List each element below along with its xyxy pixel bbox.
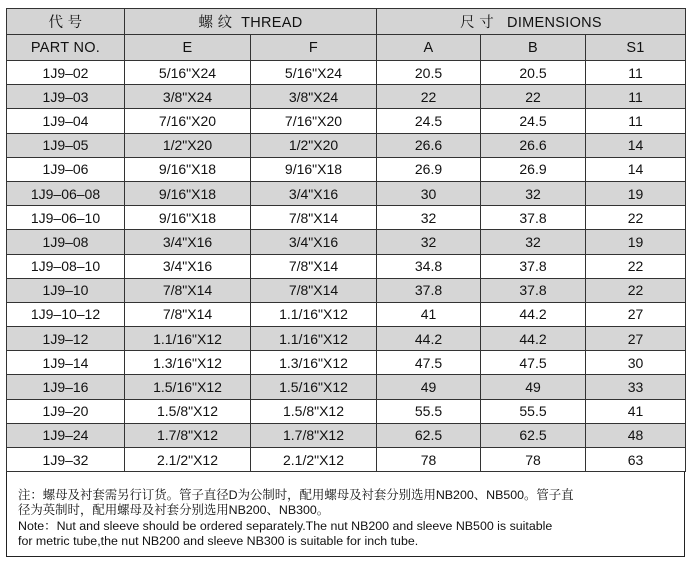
header-thread-cn: 螺 纹 — [198, 15, 233, 31]
cell-f: 2.1/2"X12 — [251, 448, 377, 472]
header-col-e: E — [125, 35, 251, 61]
table-row — [7, 375, 686, 399]
cell-e: 9/16"X18 — [125, 157, 251, 181]
cell-e: 9/16"X18 — [125, 206, 251, 230]
cell-f: 7/8"X14 — [251, 206, 377, 230]
cell-a: 24.5 — [377, 109, 481, 133]
cell-s1: 22 — [586, 254, 686, 278]
cell-b: 62.5 — [481, 423, 586, 447]
cell-s1: 11 — [586, 85, 686, 109]
cell-s1: 63 — [586, 448, 686, 472]
cell-e: 1.3/16"X12 — [125, 351, 251, 375]
cell-a: 32 — [377, 230, 481, 254]
cell-f: 1.3/16"X12 — [251, 351, 377, 375]
cell-f: 1.5/16"X12 — [251, 375, 377, 399]
cell-s1: 11 — [586, 61, 686, 85]
cell-s1: 22 — [586, 206, 686, 230]
cell-part: 1J9–16 — [7, 375, 125, 399]
cell-s1: 48 — [586, 423, 686, 447]
header-row-top — [7, 9, 686, 35]
cell-a: 26.9 — [377, 157, 481, 181]
cell-s1: 27 — [586, 327, 686, 351]
table-row — [7, 278, 686, 302]
cell-part: 1J9–32 — [7, 448, 125, 472]
cell-s1: 27 — [586, 302, 686, 326]
cell-f: 3/4"X16 — [251, 230, 377, 254]
cell-b: 78 — [481, 448, 586, 472]
cell-e: 2.1/2"X12 — [125, 448, 251, 472]
cell-part: 1J9–06–08 — [7, 181, 125, 205]
header-col-f: F — [251, 35, 377, 61]
cell-b: 49 — [481, 375, 586, 399]
cell-a: 34.8 — [377, 254, 481, 278]
cell-b: 32 — [481, 230, 586, 254]
note-cn-line-1: 注：螺母及衬套需另行订货。管子直径D为公制时，配用螺母及衬套分别选用NB200、NB500。管子直 — [18, 488, 574, 502]
header-col-s1: S1 — [586, 35, 686, 61]
cell-part: 1J9–24 — [7, 423, 125, 447]
cell-a: 30 — [377, 181, 481, 205]
cell-f: 3/8"X24 — [251, 85, 377, 109]
table-row — [7, 109, 686, 133]
cell-s1: 11 — [586, 109, 686, 133]
cell-b: 20.5 — [481, 61, 586, 85]
table-row — [7, 206, 686, 230]
header-code-cn: 代 号 — [7, 9, 125, 35]
table-row — [7, 230, 686, 254]
table-body — [7, 61, 686, 472]
dimension-table — [6, 8, 686, 472]
cell-e: 3/8"X24 — [125, 85, 251, 109]
cell-f: 1.1/16"X12 — [251, 327, 377, 351]
cell-a: 55.5 — [377, 399, 481, 423]
cell-b: 47.5 — [481, 351, 586, 375]
cell-e: 3/4"X16 — [125, 230, 251, 254]
table-row — [7, 254, 686, 278]
cell-f: 7/16"X20 — [251, 109, 377, 133]
cell-a: 20.5 — [377, 61, 481, 85]
cell-e: 1/2"X20 — [125, 133, 251, 157]
cell-s1: 30 — [586, 351, 686, 375]
table-row — [7, 61, 686, 85]
cell-part: 1J9–05 — [7, 133, 125, 157]
note-en-line-2: for metric tube,the nut NB200 and sleeve NB300 is suitable for inch tube. — [18, 534, 419, 549]
header-thread-en: THREAD — [241, 15, 303, 31]
cell-b: 37.8 — [481, 278, 586, 302]
cell-b: 26.6 — [481, 133, 586, 157]
cell-part: 1J9–14 — [7, 351, 125, 375]
cell-part: 1J9–06–10 — [7, 206, 125, 230]
cell-b: 44.2 — [481, 302, 586, 326]
table-row — [7, 302, 686, 326]
cell-f: 1/2"X20 — [251, 133, 377, 157]
cell-e: 1.7/8"X12 — [125, 423, 251, 447]
table-row — [7, 423, 686, 447]
cell-a: 37.8 — [377, 278, 481, 302]
cell-a: 49 — [377, 375, 481, 399]
cell-s1: 22 — [586, 278, 686, 302]
cell-e: 5/16"X24 — [125, 61, 251, 85]
cell-a: 41 — [377, 302, 481, 326]
table-row — [7, 85, 686, 109]
header-dim-en: DIMENSIONS — [507, 15, 602, 31]
cell-a: 78 — [377, 448, 481, 472]
cell-b: 44.2 — [481, 327, 586, 351]
cell-a: 22 — [377, 85, 481, 109]
cell-a: 32 — [377, 206, 481, 230]
cell-s1: 19 — [586, 230, 686, 254]
note-box — [6, 484, 685, 557]
header-dim-cn: 尺 寸 — [460, 15, 495, 31]
header-part-no: PART NO. — [7, 35, 125, 61]
table-row — [7, 133, 686, 157]
cell-part: 1J9–10–12 — [7, 302, 125, 326]
cell-s1: 14 — [586, 157, 686, 181]
cell-s1: 14 — [586, 133, 686, 157]
cell-part: 1J9–10 — [7, 278, 125, 302]
cell-part: 1J9–08–10 — [7, 254, 125, 278]
table-row — [7, 399, 686, 423]
cell-f: 7/8"X14 — [251, 278, 377, 302]
table-row — [7, 448, 686, 472]
header-row-bottom — [7, 35, 686, 61]
cell-s1: 33 — [586, 375, 686, 399]
cell-f: 1.1/16"X12 — [251, 302, 377, 326]
cell-a: 44.2 — [377, 327, 481, 351]
table-row — [7, 327, 686, 351]
table-row — [7, 181, 686, 205]
cell-b: 37.8 — [481, 206, 586, 230]
cell-f: 3/4"X16 — [251, 181, 377, 205]
cell-e: 9/16"X18 — [125, 181, 251, 205]
cell-s1: 41 — [586, 399, 686, 423]
cell-f: 1.7/8"X12 — [251, 423, 377, 447]
cell-a: 62.5 — [377, 423, 481, 447]
cell-f: 7/8"X14 — [251, 254, 377, 278]
header-dimensions — [377, 9, 686, 35]
cell-e: 1.1/16"X12 — [125, 327, 251, 351]
cell-f: 9/16"X18 — [251, 157, 377, 181]
cell-b: 22 — [481, 85, 586, 109]
cell-part: 1J9–20 — [7, 399, 125, 423]
cell-e: 7/8"X14 — [125, 278, 251, 302]
cell-part: 1J9–04 — [7, 109, 125, 133]
header-col-a: A — [377, 35, 481, 61]
cell-f: 5/16"X24 — [251, 61, 377, 85]
cell-a: 47.5 — [377, 351, 481, 375]
cell-part: 1J9–06 — [7, 157, 125, 181]
cell-e: 7/8"X14 — [125, 302, 251, 326]
cell-b: 55.5 — [481, 399, 586, 423]
cell-e: 3/4"X16 — [125, 254, 251, 278]
cell-e: 1.5/8"X12 — [125, 399, 251, 423]
cell-b: 24.5 — [481, 109, 586, 133]
cell-part: 1J9–12 — [7, 327, 125, 351]
note-en-line-1: Note：Nut and sleeve should be ordered separately.The nut NB200 and sleeve NB500 is suitable — [18, 518, 553, 533]
cell-part: 1J9–03 — [7, 85, 125, 109]
table-row — [7, 351, 686, 375]
cell-b: 26.9 — [481, 157, 586, 181]
table-row — [7, 157, 686, 181]
cell-f: 1.5/8"X12 — [251, 399, 377, 423]
cell-e: 7/16"X20 — [125, 109, 251, 133]
cell-part: 1J9–02 — [7, 61, 125, 85]
header-col-b: B — [481, 35, 586, 61]
note-cn-line-2: 径为英制时，配用螺母及衬套分别选用NB200、NB300。 — [18, 503, 330, 518]
header-thread — [125, 9, 377, 35]
cell-a: 26.6 — [377, 133, 481, 157]
cell-s1: 19 — [586, 181, 686, 205]
cell-b: 32 — [481, 181, 586, 205]
cell-b: 37.8 — [481, 254, 586, 278]
cell-part: 1J9–08 — [7, 230, 125, 254]
cell-e: 1.5/16"X12 — [125, 375, 251, 399]
